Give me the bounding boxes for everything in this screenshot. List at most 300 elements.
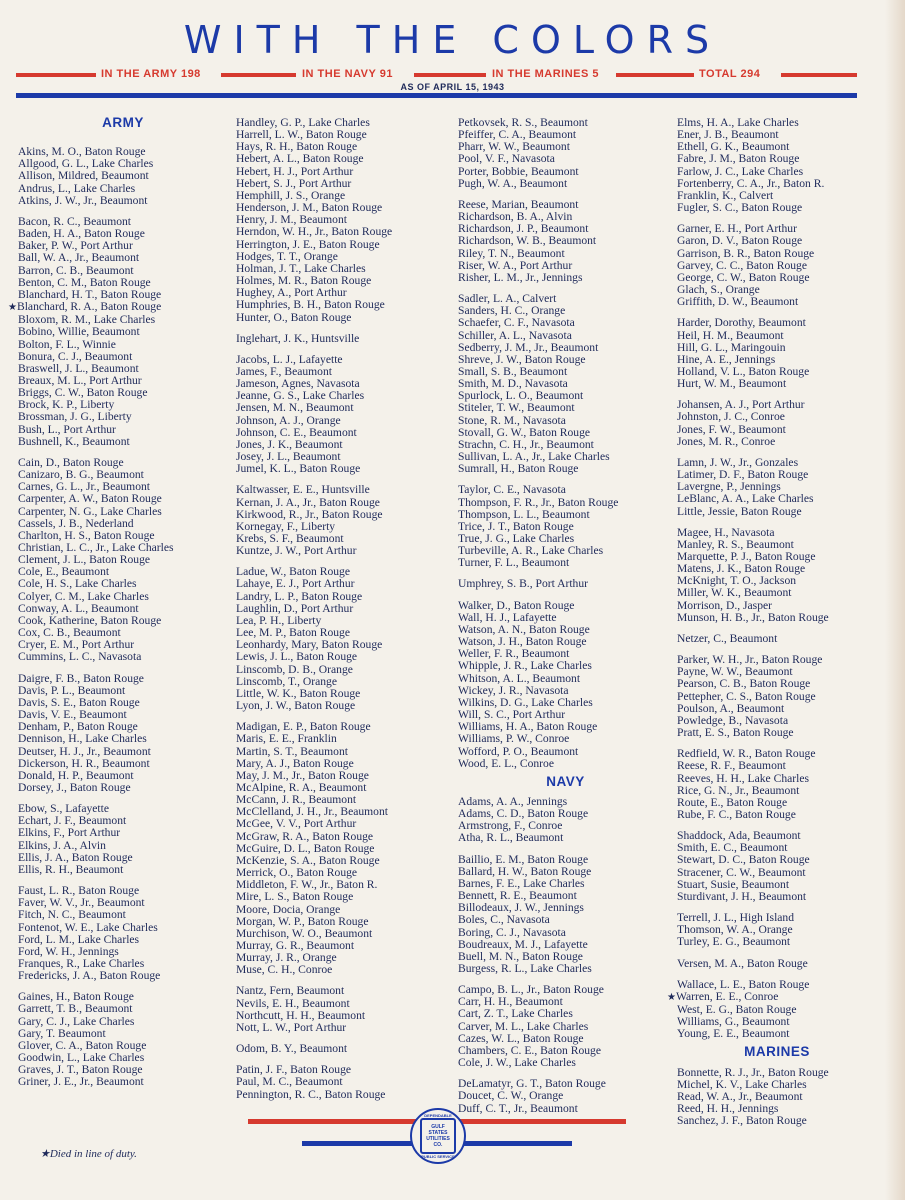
star-icon: ★ xyxy=(667,991,676,1003)
gulf-states-utilities-seal xyxy=(410,1108,466,1164)
service-stats-bar xyxy=(16,68,857,82)
roster-entry: Gary, C. J., Lake Charles xyxy=(18,1014,135,1028)
roster-entry: Davis, S. E., Baton Rouge xyxy=(18,695,140,709)
roster-entry: Pugh, W. A., Beaumont xyxy=(458,176,568,190)
roster-entry: Smith, M. D., Navasota xyxy=(458,377,568,391)
roster-entry: Versen, M. A., Baton Rouge xyxy=(677,956,808,970)
roster-entry: Ener, J. B., Beaumont xyxy=(677,128,779,142)
roster-entry: Sullivan, L. A., Jr., Lake Charles xyxy=(458,450,610,464)
roster-entry: Will, S. C., Port Arthur xyxy=(458,708,566,722)
roster-entry: Griffith, D. W., Beaumont xyxy=(677,295,799,309)
roster-entry: Ball, W. A., Jr., Beaumont xyxy=(18,251,140,265)
roster-entry: Lee, M. P., Baton Rouge xyxy=(236,626,350,640)
army-count: IN THE ARMY 198 xyxy=(98,68,204,80)
roster-entry: Ellis, R. H., Beaumont xyxy=(18,862,124,876)
roster-entry: Dennison, H., Lake Charles xyxy=(18,732,147,746)
roster-entry: Reed, H. H., Jennings xyxy=(677,1102,779,1116)
roster-entry: Braswell, J. L., Beaumont xyxy=(18,361,139,375)
roster-entry: Murray, G. R., Beaumont xyxy=(236,939,355,952)
roster-entry: Linscomb, T., Orange xyxy=(236,674,337,688)
roster-entry: Linscomb, D. B., Orange xyxy=(236,662,353,676)
as-of-date: AS OF APRIL 15, 1943 xyxy=(400,82,505,92)
roster-entry: Fabre, J. M., Baton Rouge xyxy=(677,152,800,166)
roster-entry: Porter, Bobbie, Beaumont xyxy=(458,164,579,178)
roster-entry: Garvey, C. C., Baton Rouge xyxy=(677,258,807,272)
roster-entry: Mary, A. J., Baton Rouge xyxy=(236,756,354,770)
roster-entry: Read, W. A., Jr., Beaumont xyxy=(677,1089,803,1103)
roster-entry: Dorsey, J., Baton Rouge xyxy=(18,780,131,794)
roster-entry: Jacobs, L. J., Lafayette xyxy=(236,352,343,366)
roster-entry: Carver, M. L., Lake Charles xyxy=(458,1019,589,1033)
roster-entry: Ebow, S., Lafayette xyxy=(18,802,110,816)
roster-entry: Garner, E. H., Port Arthur xyxy=(677,222,797,236)
roster-entry: Cole, H. S., Lake Charles xyxy=(18,577,137,591)
roster-entry: Michel, K. V., Lake Charles xyxy=(677,1077,807,1091)
roster-entry: Wilkins, D. G., Lake Charles xyxy=(458,695,593,709)
roster-entry: Hemphill, J. S., Orange xyxy=(236,188,346,202)
roster-entry: Holland, V. L., Baton Rouge xyxy=(677,364,810,378)
roster-entry: Hebert, S. J., Port Arthur xyxy=(236,176,352,190)
roster-entry: Reese, Marian, Beaumont xyxy=(458,197,579,211)
roster-entry: Garrett, T. B., Beaumont xyxy=(18,1002,133,1016)
roster-entry: Bush, L., Port Arthur xyxy=(18,422,116,436)
roster-entry: Atkins, J. W., Jr., Beaumont xyxy=(18,193,148,207)
roster-entry: McClelland, J. H., Jr., Beaumont xyxy=(236,805,388,819)
roster-entry: LeBlanc, A. A., Lake Charles xyxy=(677,492,814,506)
roster-entry: Cart, Z. T., Lake Charles xyxy=(458,1007,573,1021)
seal-bottom-text: PUBLIC SERVICE xyxy=(421,1154,455,1159)
roster-entry: Sanders, H. C., Orange xyxy=(458,304,566,318)
roster-entry: Madigan, E. P., Baton Rouge xyxy=(236,720,371,734)
roster-entry: Martin, S. T., Beaumont xyxy=(236,744,348,758)
roster-entry: Parker, W. H., Jr., Baton Rouge xyxy=(677,653,823,667)
roster-entry: Watson, A. N., Baton Rouge xyxy=(458,622,590,636)
roster-entry: Harrell, L. W., Baton Rouge xyxy=(236,128,367,142)
roster-entry: Taylor, C. E., Navasota xyxy=(458,483,566,497)
roster-entry: McGuire, D. L., Baton Rouge xyxy=(236,841,375,855)
roster-entry: Jensen, M. N., Beaumont xyxy=(236,401,354,415)
roster-entry: Bolton, F. L., Winnie xyxy=(18,337,116,351)
roster-entry: Manley, R. S., Beaumont xyxy=(677,537,794,551)
roster-entry: Magee, H., Navasota xyxy=(677,525,775,539)
roster-entry: Donald, H. P., Beaumont xyxy=(18,768,134,782)
roster-entry: Thomson, W. A., Orange xyxy=(677,923,793,937)
roster-entry: Herndon, W. H., Jr., Baton Rouge xyxy=(236,225,393,239)
roster-entry: Nott, L. W., Port Arthur xyxy=(236,1020,347,1034)
roster-entry: Wofford, P. O., Beaumont xyxy=(458,744,579,758)
roster-entry: Faust, L. R., Baton Rouge xyxy=(18,884,140,898)
roster-entry: Ladue, W., Baton Rouge xyxy=(236,565,350,579)
roster-entry: Cole, J. W., Lake Charles xyxy=(458,1056,576,1070)
roster-entry: Williams, H. A., Baton Rouge xyxy=(458,720,598,734)
roster-entry: Hine, A. E., Jennings xyxy=(677,352,776,366)
roster-entry: Conway, A. L., Beaumont xyxy=(18,601,139,615)
roster-entry: Cryer, E. M., Port Arthur xyxy=(18,638,135,652)
roster-entry: Little, Jessie, Baton Rouge xyxy=(677,504,802,518)
roster-entry: Wickey, J. R., Navasota xyxy=(458,683,569,697)
roster-entry: Morgan, W. P., Baton Rouge xyxy=(236,914,369,928)
red-rule-segment xyxy=(16,73,96,77)
roster-entry: Turley, E. G., Beaumont xyxy=(677,935,791,949)
roster-entry: Campo, B. L., Jr., Baton Rouge xyxy=(458,983,604,997)
roster-entry: Petkovsek, R. S., Beaumont xyxy=(458,116,588,129)
roster-entry: Matens, J. K., Baton Rouge xyxy=(677,562,806,576)
roster-entry: Christian, L. C., Jr., Lake Charles xyxy=(18,541,174,554)
roster-entry: Turner, F. L., Beaumont xyxy=(458,556,570,570)
roster-entry: Munson, H. B., Jr., Baton Rouge xyxy=(677,610,829,624)
roster-entry: Latimer, D. F., Baton Rouge xyxy=(677,468,809,482)
roster-entry: Carr, H. H., Beaumont xyxy=(458,995,563,1009)
roster-entry: Pool, V. F., Navasota xyxy=(458,152,555,166)
section-heading-marines: MARINES xyxy=(744,1044,810,1060)
roster-entry: Kornegay, F., Liberty xyxy=(236,519,336,533)
roster-entry: James, F., Beaumont xyxy=(236,364,332,378)
roster-entry: Odom, B. Y., Beaumont xyxy=(236,1042,348,1056)
roster-entry: Wall, H. J., Lafayette xyxy=(458,610,557,624)
roster-entry: Miller, W. K., Beaumont xyxy=(677,586,792,600)
roster-entry: Johnson, A. J., Orange xyxy=(236,413,341,427)
roster-entry: Lahaye, E. J., Port Arthur xyxy=(236,577,355,591)
roster-entry: Riley, T. N., Beaumont xyxy=(458,246,565,260)
roster-entry: George, C. W., Baton Rouge xyxy=(677,270,810,284)
roster-entry: Henry, J. M., Beaumont xyxy=(236,213,347,227)
roster-entry: Gaines, H., Baton Rouge xyxy=(18,990,134,1004)
roster-entry: Franques, R., Lake Charles xyxy=(18,957,145,970)
roster-entry: Boudreaux, M. J., Lafayette xyxy=(458,937,588,951)
roster-entry: Baillio, E. M., Baton Rouge xyxy=(458,852,589,866)
roster-entry: Cummins, L. C., Navasota xyxy=(18,650,142,664)
roster-entry: Sadler, L. A., Calvert xyxy=(458,292,557,306)
roster-entry: Echart, J. F., Beaumont xyxy=(18,814,127,828)
roster-entry: Whipple, J. R., Lake Charles xyxy=(458,659,592,673)
roster-entry: Paul, M. C., Beaumont xyxy=(236,1075,343,1089)
roster-column-3 xyxy=(458,117,673,1115)
roster-entry: Kernan, J. A., Jr., Baton Rouge xyxy=(236,495,380,509)
roster-entry: Leonhardy, Mary, Baton Rouge xyxy=(236,638,383,652)
roster-entry: Ethell, G. K., Beaumont xyxy=(677,140,790,154)
roster-entry: Bennett, R. E., Beaumont xyxy=(458,889,577,903)
roster-entry: Kaltwasser, E. E., Huntsville xyxy=(236,483,370,497)
roster-entry: Garon, D. V., Baton Rouge xyxy=(677,234,803,248)
roster-entry: Wood, E. L., Conroe xyxy=(458,756,554,770)
roster-entry: Pfeiffer, C. A., Beaumont xyxy=(458,128,577,142)
roster-entry: May, J. M., Jr., Baton Rouge xyxy=(236,768,369,782)
roster-entry: Sedberry, J. M., Jr., Beaumont xyxy=(458,340,599,354)
red-rule-segment xyxy=(781,73,857,77)
roster-entry: DeLamatyr, G. T., Baton Rouge xyxy=(458,1077,606,1091)
roster-entry: Doucet, C. W., Orange xyxy=(458,1089,564,1103)
roster-entry: True, J. G., Lake Charles xyxy=(458,532,575,545)
roster-entry: Hays, R. H., Baton Rouge xyxy=(236,140,358,154)
roster-entry: Redfield, W. R., Baton Rouge xyxy=(677,747,816,761)
roster-entry: Ellis, J. A., Baton Rouge xyxy=(18,850,133,864)
roster-entry: Merrick, O., Baton Rouge xyxy=(236,866,358,880)
roster-entry: Lea, P. H., Liberty xyxy=(236,613,322,627)
roster-entry: Jones, J. K., Beaumont xyxy=(236,437,343,451)
roster-entry: Johnston, J. C., Conroe xyxy=(677,410,785,424)
roster-entry: Rice, G. N., Jr., Beaumont xyxy=(677,783,800,797)
roster-entry: Shaddock, Ada, Beaumont xyxy=(677,829,801,843)
roster-entry: Williams, G., Beaumont xyxy=(677,1015,790,1029)
roster-entry: Hebert, A. L., Baton Rouge xyxy=(236,152,364,166)
roster-entry: Carpenter, A. W., Baton Rouge xyxy=(18,492,162,506)
roster-entry: Jeanne, G. S., Lake Charles xyxy=(236,389,365,403)
roster-entry: Daigre, F. B., Baton Rouge xyxy=(18,671,144,685)
roster-entry: Bacon, R. C., Beaumont xyxy=(18,214,132,228)
roster-entry: Boring, C. J., Navasota xyxy=(458,925,566,939)
roster-entry: McKenzie, S. A., Baton Rouge xyxy=(236,853,380,867)
roster-entry: Handley, G. P., Lake Charles xyxy=(236,116,370,129)
roster-entry: Carpenter, N. G., Lake Charles xyxy=(18,504,162,518)
roster-entry: Laughlin, D., Port Arthur xyxy=(236,601,354,615)
roster-entry: Akins, M. O., Baton Rouge xyxy=(18,145,146,159)
roster-entry: Brock, K. P., Liberty xyxy=(18,398,115,412)
navy-count: IN THE NAVY 91 xyxy=(299,68,396,80)
roster-entry: Kuntze, J. W., Port Arthur xyxy=(236,544,357,558)
roster-entry: Herrington, J. E., Baton Rouge xyxy=(236,237,380,251)
section-heading-navy: NAVY xyxy=(546,773,585,789)
roster-entry: Moore, Docia, Orange xyxy=(236,902,341,916)
roster-entry: Poulson, A., Beaumont xyxy=(677,701,785,715)
roster-entry: Murchison, W. O., Beaumont xyxy=(236,926,373,940)
roster-entry: Barnes, F. E., Lake Charles xyxy=(458,876,585,890)
roster-entry: Deutser, H. J., Jr., Beaumont xyxy=(18,744,151,758)
roster-entry: Cain, D., Baton Rouge xyxy=(18,455,124,469)
roster-column-2 xyxy=(236,117,451,1101)
roster-entry: Clement, J. L., Baton Rouge xyxy=(18,553,151,567)
roster-entry: Walker, D., Baton Rouge xyxy=(458,598,575,612)
roster-entry: Breaux, M. L., Port Arthur xyxy=(18,373,142,387)
roster-entry: Pharr, W. W., Beaumont xyxy=(458,140,570,154)
red-rule-segment xyxy=(221,73,296,77)
star-icon: ★ xyxy=(8,302,17,314)
roster-entry: Garrison, B. R., Baton Rouge xyxy=(677,246,815,260)
roster-entry: Trice, J. T., Baton Rouge xyxy=(458,519,574,533)
roster-entry: Riser, W. A., Port Arthur xyxy=(458,258,573,272)
roster-entry: Stuart, Susie, Beaumont xyxy=(677,877,790,891)
roster-entry: Jones, F. W., Beaumont xyxy=(677,422,786,436)
roster-entry: Denham, P., Baton Rouge xyxy=(18,720,138,734)
roster-entry: Lewis, J. L., Baton Rouge xyxy=(236,650,358,664)
roster-entry: Hodges, T. T., Orange xyxy=(236,249,338,263)
roster-entry: Hurt, W. M., Beaumont xyxy=(677,377,787,391)
roster-entry: Cole, E., Beaumont xyxy=(18,565,110,579)
roster-entry: Glover, C. A., Baton Rouge xyxy=(18,1038,147,1052)
roster-entry: Spurlock, L. O., Beaumont xyxy=(458,389,584,403)
roster-entry: Faver, W. V., Jr., Beaumont xyxy=(18,896,145,910)
roster-entry: Shreve, J. W., Baton Rouge xyxy=(458,352,586,366)
roster-entry: Richardson, B. A., Alvin xyxy=(458,210,573,224)
roster-entry: Rube, F. C., Baton Rouge xyxy=(677,807,796,821)
roster-entry: Brossman, J. G., Liberty xyxy=(18,410,132,424)
roster-entry: Holmes, M. R., Baton Rouge xyxy=(236,274,372,288)
roster-entry: Lavergne, P., Jennings xyxy=(677,480,781,494)
roster-entry: Ford, W. H., Jennings xyxy=(18,944,119,958)
section-heading-army: ARMY xyxy=(102,115,144,130)
roster-entry: Reese, R. F., Beaumont xyxy=(677,759,786,773)
roster-entry: Pearson, C. B., Baton Rouge xyxy=(677,677,811,691)
roster-entry: Pratt, E. S., Baton Rouge xyxy=(677,726,794,740)
roster-entry: Landry, L. P., Baton Rouge xyxy=(236,589,363,603)
roster-entry: West, E. G., Baton Rouge xyxy=(677,1003,797,1016)
roster-entry: Sanchez, J. F., Baton Rouge xyxy=(677,1114,807,1128)
roster-entry: McKnight, T. O., Jackson xyxy=(677,574,797,588)
roster-entry: Schaefer, C. F., Navasota xyxy=(458,316,575,330)
roster-entry: Stovall, G. W., Baton Rouge xyxy=(458,425,591,439)
roster-entry: Fortenberry, C. A., Jr., Baton R. xyxy=(677,176,825,190)
total-count: TOTAL 294 xyxy=(696,68,763,80)
roster-entry: Lyon, J. W., Baton Rouge xyxy=(236,699,356,713)
roster-entry: Whitson, A. L., Beaumont xyxy=(458,671,581,685)
roster-entry: Fugler, S. C., Baton Rouge xyxy=(677,201,803,215)
roster-entry: Holman, J. T., Lake Charles xyxy=(236,261,366,275)
roster-entry: Watson, J. H., Baton Rouge xyxy=(458,635,587,649)
roster-entry: Baden, H. A., Baton Rouge xyxy=(18,227,145,241)
roster-entry: Stracener, C. W., Beaumont xyxy=(677,865,806,879)
roster-entry: Bonura, C. J., Beaumont xyxy=(18,349,133,363)
roster-entry: Benton, C. M., Baton Rouge xyxy=(18,275,151,289)
roster-entry: Marquette, P. J., Baton Rouge xyxy=(677,550,816,563)
roster-entry: Kirkwood, R., Jr., Baton Rouge xyxy=(236,507,383,521)
roster-entry: Henderson, J. M., Baton Rouge xyxy=(236,201,383,215)
roster-entry: Netzer, C., Beaumont xyxy=(677,631,778,645)
roster-entry: Fredericks, J. A., Baton Rouge xyxy=(18,969,161,983)
roster-entry: Allison, Mildred, Beaumont xyxy=(18,169,149,183)
roster-entry: Hebert, H. J., Port Arthur xyxy=(236,164,354,178)
roster-entry: Powledge, B., Navasota xyxy=(677,713,789,727)
roster-entry: Strachn, C. H., Jr., Beaumont xyxy=(458,437,594,451)
roster-entry: Bushnell, K., Beaumont xyxy=(18,434,130,448)
roster-entry: Krebs, S. F., Beaumont xyxy=(236,532,344,545)
roster-entry: Williams, P. W., Conroe xyxy=(458,732,570,746)
roster-entry: Atha, R. L., Beaumont xyxy=(458,831,564,845)
roster-entry: Barron, C. B., Beaumont xyxy=(18,263,134,277)
roster-entry: Inglehart, J. K., Huntsville xyxy=(236,331,360,345)
roster-entry: Cazes, W. L., Baton Rouge xyxy=(458,1031,584,1045)
roster-entry: Fontenot, W. E., Lake Charles xyxy=(18,920,158,934)
red-rule-segment xyxy=(414,73,486,77)
roster-entry: Stone, R. M., Navasota xyxy=(458,413,566,427)
roster-entry: Northcutt, H. H., Beaumont xyxy=(236,1008,366,1022)
roster-entry: Payne, W. W., Beaumont xyxy=(677,665,793,679)
roster-entry: Elkins, J. A., Alvin xyxy=(18,838,106,852)
roster-entry: Fitch, N. C., Beaumont xyxy=(18,908,126,922)
roster-entry: Patin, J. F., Baton Rouge xyxy=(236,1063,352,1077)
roster-entry: Weller, F. R., Beaumont xyxy=(458,647,570,661)
roster-entry: Josey, J. L., Beaumont xyxy=(236,450,341,464)
roster-entry: Cassels, J. B., Nederland xyxy=(18,516,134,530)
roster-entry: Baker, P. W., Port Arthur xyxy=(18,239,133,253)
roster-entry: Ford, L. M., Lake Charles xyxy=(18,932,140,946)
roster-entry: Andrus, L., Lake Charles xyxy=(18,181,136,195)
page-title: WITH THE COLORS xyxy=(183,18,722,62)
roster-entry: Richardson, J. P., Beaumont xyxy=(458,222,589,236)
roster-entry: Jumel, K. L., Baton Rouge xyxy=(236,462,361,476)
roster-entry: Cox, C. B., Beaumont xyxy=(18,626,121,640)
roster-entry: Jones, M. R., Conroe xyxy=(677,434,776,448)
roster-column-1 xyxy=(8,115,228,1089)
blue-rule xyxy=(16,93,857,98)
roster-entry: Reeves, H. H., Lake Charles xyxy=(677,771,809,785)
roster-entry: Wallace, L. E., Baton Rouge xyxy=(677,977,810,991)
roster-entry: Nantz, Fern, Beaumont xyxy=(236,984,345,998)
roster-entry: Terrell, J. L., High Island xyxy=(677,911,795,925)
roster-entry: Maris, E. E., Franklin xyxy=(236,732,337,746)
roster-entry: Route, E., Baton Rouge xyxy=(677,795,788,809)
roster-entry: Griner, J. E., Jr., Beaumont xyxy=(18,1075,144,1089)
red-rule-segment xyxy=(616,73,694,77)
roster-entry: Umphrey, S. B., Port Arthur xyxy=(458,577,588,591)
roster-entry: Harder, Dorothy, Beaumont xyxy=(677,316,806,330)
roster-entry: Sturdivant, J. H., Beaumont xyxy=(677,889,807,903)
roster-entry: Jameson, Agnes, Navasota xyxy=(236,377,360,391)
roster-entry: Burgess, R. L., Lake Charles xyxy=(458,962,592,975)
roster-entry: Bonnette, R. J., Jr., Baton Rouge xyxy=(677,1065,829,1079)
roster-entry: Canizaro, B. G., Beaumont xyxy=(18,468,144,482)
roster-entry: Hill, G. L., Maringouin xyxy=(677,340,786,354)
roster-entry: Billodeaux, J. W., Jennings xyxy=(458,901,584,915)
roster-entry: Boles, C., Navasota xyxy=(458,913,550,927)
roster-entry: Stiteler, T. W., Beaumont xyxy=(458,401,575,415)
roster-entry: Sumrall, H., Baton Rouge xyxy=(458,462,579,476)
page-edge-shading xyxy=(885,0,905,1200)
roster-entry: Ballard, H. W., Baton Rouge xyxy=(458,864,592,878)
roster-entry: Little, W. K., Baton Rouge xyxy=(236,686,361,700)
roster-entry: Pettepher, C. S., Baton Rouge xyxy=(677,689,816,703)
roster-entry: Briggs, C. W., Baton Rouge xyxy=(18,386,148,400)
roster-entry: Johansen, A. J., Port Arthur xyxy=(677,398,805,412)
roster-entry: Chambers, C. E., Baton Rouge xyxy=(458,1043,601,1057)
roster-entry: Graves, J. T., Baton Rouge xyxy=(18,1063,143,1077)
roster-entry: Nevils, E. H., Beaumont xyxy=(236,996,350,1010)
roster-entry: Davis, V. E., Beaumont xyxy=(18,708,127,722)
roster-entry: Bloxom, R. M., Lake Charles xyxy=(18,313,156,327)
roster-entry: Elkins, F., Port Arthur xyxy=(18,826,121,840)
roster-entry: Pennington, R. C., Baton Rouge xyxy=(236,1087,386,1101)
roster-entry: Colyer, C. M., Lake Charles xyxy=(18,589,149,603)
roster-entry: Blanchard, H. T., Baton Rouge xyxy=(18,287,162,301)
roster-entry: Franklin, K., Calvert xyxy=(677,188,774,202)
roster-entry: Young, E. E., Beaumont xyxy=(677,1027,790,1041)
roster-entry: Humphries, B. H., Baton Rouge xyxy=(236,298,385,312)
roster-entry: Armstrong, F., Conroe xyxy=(458,819,563,833)
roster-entry: Hughey, A., Port Arthur xyxy=(236,286,347,300)
roster-entry: Cook, Katherine, Baton Rouge xyxy=(18,613,162,627)
roster-entry: Lamn, J. W., Jr., Gonzales xyxy=(677,455,799,469)
roster-entry: Murray, J. R., Orange xyxy=(236,951,337,965)
roster-entry: McCann, J. R., Beaumont xyxy=(236,793,357,807)
roster-entry: Hunter, O., Baton Rouge xyxy=(236,310,352,324)
roster-entry: Bobino, Willie, Beaumont xyxy=(18,325,140,339)
roster-entry-text: Blanchard, R. A., Baton Rouge xyxy=(16,300,162,314)
marines-count: IN THE MARINES 5 xyxy=(489,68,602,80)
seal-center-text: GULF STATES UTILITIES CO. xyxy=(420,1118,456,1154)
roster-entry: Richardson, W. B., Beaumont xyxy=(458,234,597,248)
roster-entry: Glach, S., Orange xyxy=(677,283,760,297)
roster-entry: Heil, H. M., Beaumont xyxy=(677,328,784,342)
roster-entry: McGee, V. V., Port Arthur xyxy=(236,817,357,831)
roster-entry: Gary, T. Beaumont xyxy=(18,1026,106,1040)
roster-entry: Smith, E. C., Beaumont xyxy=(677,841,788,855)
roster-entry: Morrison, D., Jasper xyxy=(677,598,772,612)
footnote: ★Died in line of duty. xyxy=(40,1148,137,1160)
roster-entry: Carnes, G. L., Jr., Beaumont xyxy=(18,480,151,494)
roster-entry: Allgood, G. L., Lake Charles xyxy=(18,157,154,171)
roster-entry: Middleton, F. W., Jr., Baton R. xyxy=(236,878,378,892)
roster-entry: Adams, C. D., Baton Rouge xyxy=(458,807,589,821)
roster-entry: Schiller, A. L., Navasota xyxy=(458,328,572,342)
roster-entry: Charlton, H. S., Baton Rouge xyxy=(18,528,155,542)
